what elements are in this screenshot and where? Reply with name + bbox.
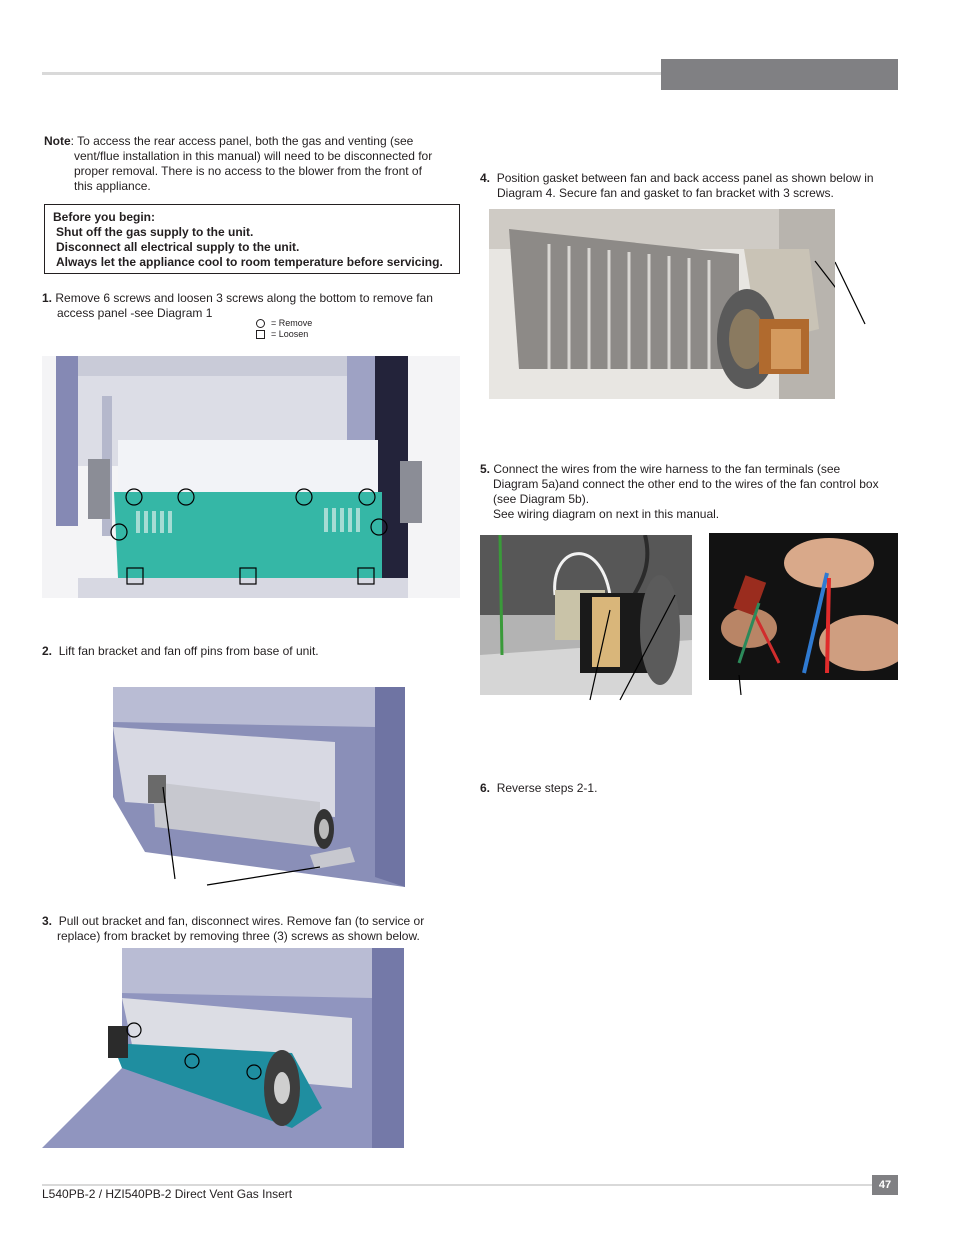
note-block: Note: To access the rear access panel, both the gas and venting (see vent/flue installation in this manual) will need to be disconnected for proper removal. There is no access to the blower from the front of this appliance. [44, 134, 433, 193]
header-rule [42, 72, 662, 75]
page-number: 47 [872, 1175, 898, 1195]
diagram-1-access-panel [42, 356, 460, 598]
note-label: Note [44, 134, 71, 148]
footer-rule [42, 1184, 872, 1186]
step-1: 1. Remove 6 screws and loosen 3 screws along the bottom to remove fan access panel -see Diagram 1 [42, 291, 433, 320]
step-3: 3. Pull out bracket and fan, disconnect wires. Remove fan (to service or replace) from bracket by removing three (3) screws as shown below. [42, 914, 425, 943]
diagram-3-fan-removal [42, 948, 404, 1148]
diagram-5b-control-box-wires [709, 533, 898, 680]
footer-title: L540PB-2 / HZI540PB-2 Direct Vent Gas Insert [42, 1187, 293, 1201]
diagram-2-fan-bracket-lift [45, 687, 405, 897]
diagram-5b-arrow [735, 675, 745, 697]
remove-circle-icon [256, 319, 265, 328]
diagram-legend: = Remove = Loosen [256, 318, 312, 340]
header-section-tab [661, 59, 898, 90]
loosen-square-icon [256, 330, 265, 339]
diagram-4-fan-gasket-photo [489, 209, 835, 403]
warning-heading: Before you begin: [53, 210, 156, 224]
diagram-4-gasket-arrow [835, 250, 870, 330]
step-4: 4. Position gasket between fan and back access panel as shown below in Diagram 4. Secure fan and gasket to fan bracket with 3 screws. [480, 171, 874, 200]
safety-warning-box: Before you begin: Shut off the gas supply to the unit. Disconnect all electrical supply to the unit. Always let the appliance cool to room temperature before servicing. [44, 204, 460, 274]
diagram-5a-fan-terminals [480, 535, 692, 706]
step-6: 6. Reverse steps 2-1. [480, 781, 598, 795]
step-2: 2. Lift fan bracket and fan off pins from base of unit. [42, 644, 319, 658]
step-5: 5. Connect the wires from the wire harness to the fan terminals (see Diagram 5a)and connect the other end to the wires of the fan control box (see Diagram 5b). See wiring diagram on next in this manual. [480, 462, 879, 521]
